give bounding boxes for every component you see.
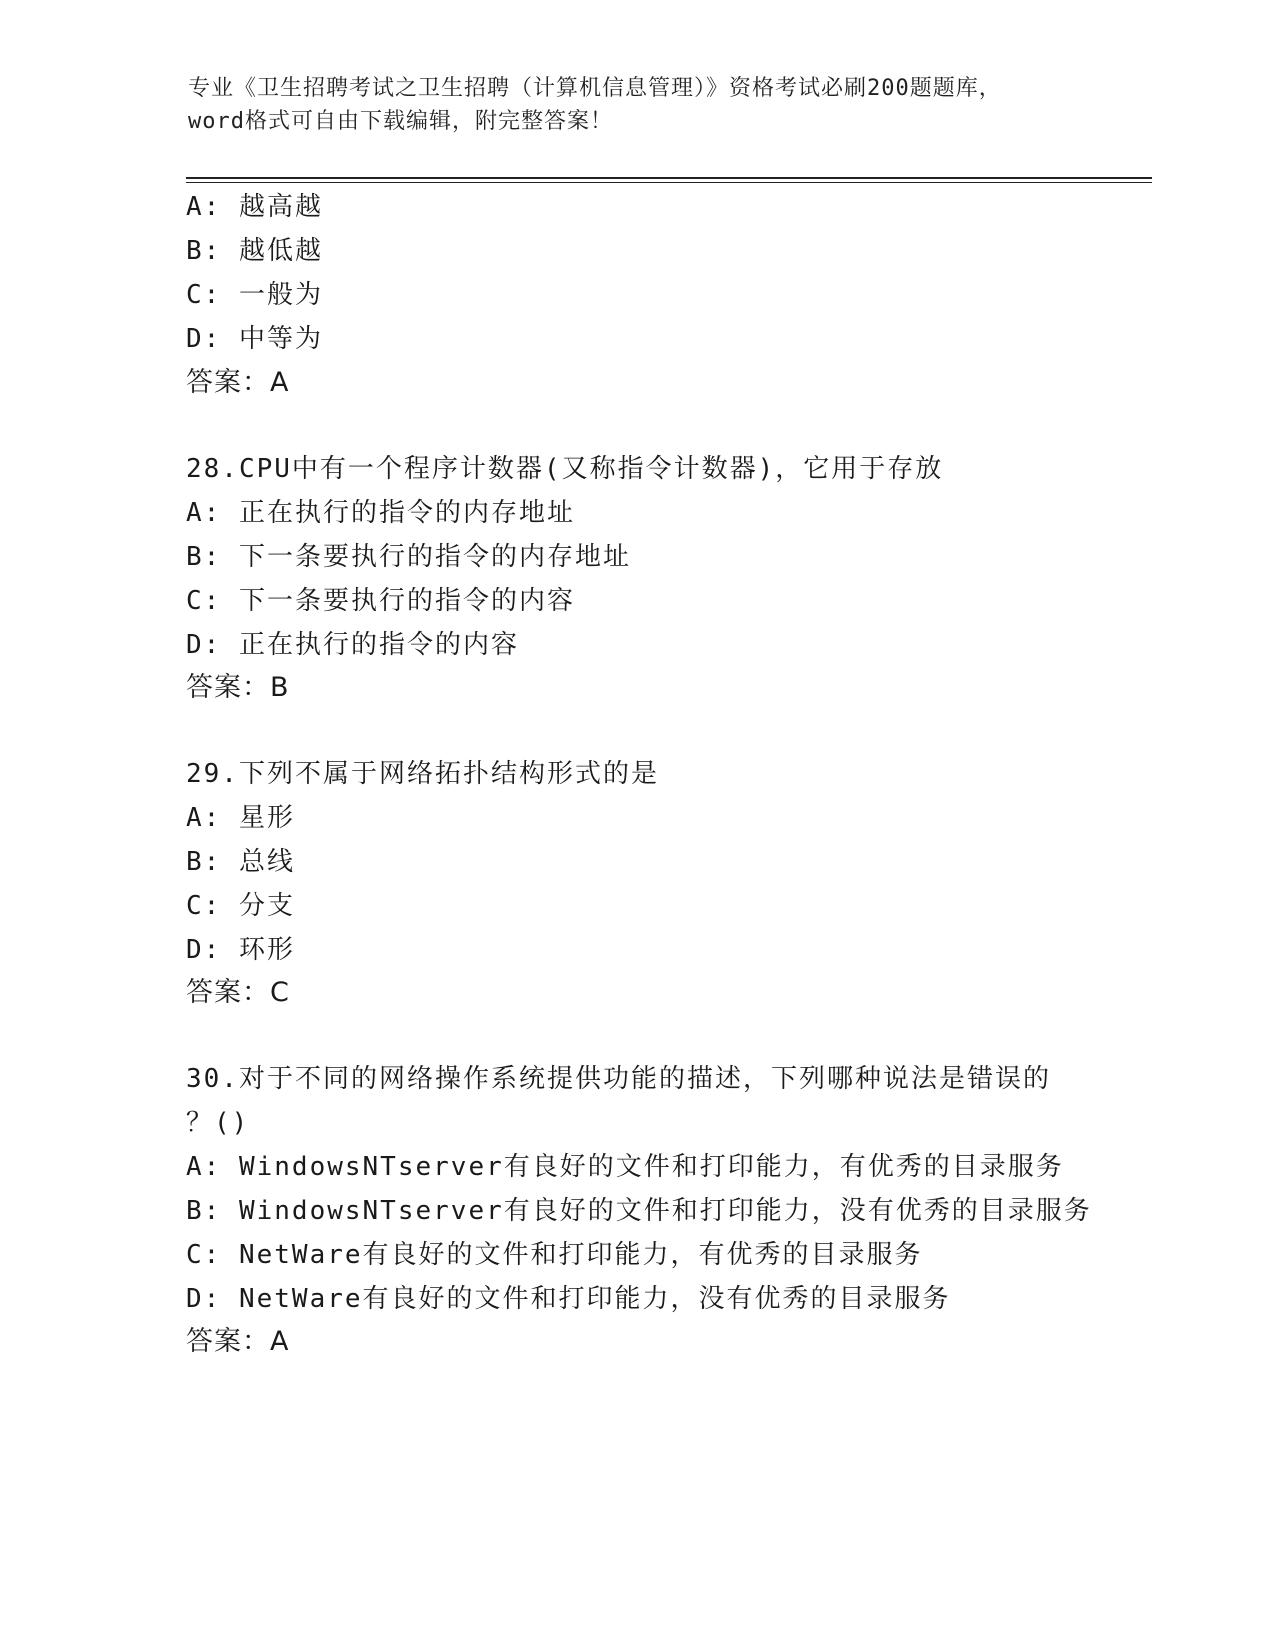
document-header: [188, 72, 1088, 138]
q28-stem: 28.CPU中有一个程序计数器(又称指令计数器)，它用于存放: [186, 454, 944, 484]
q29-stem: 29.下列不属于网络拓扑结构形式的是: [186, 759, 659, 789]
q27-option-c: C: 一般为: [186, 280, 323, 310]
q30-option-b: B: WindowsNTserver有良好的文件和打印能力，没有优秀的目录服务: [186, 1196, 1092, 1226]
q28-answer: 答案：B: [186, 672, 290, 703]
q30-stem-line-1: 30.对于不同的网络操作系统提供功能的描述，下列哪种说法是错误的: [186, 1064, 1051, 1094]
q29-answer: 答案：C: [186, 977, 290, 1008]
header-title-line-2: word格式可自由下载编辑，附完整答案！: [188, 109, 613, 134]
q27-option-a: A: 越高越: [186, 192, 323, 222]
q30-answer: 答案：A: [186, 1326, 290, 1357]
header-divider-thin: [186, 182, 1152, 183]
header-title-line-1: 专业《卫生招聘考试之卫生招聘（计算机信息管理）》资格考试必刷200题题库，: [188, 76, 1002, 101]
q28-option-a: A: 正在执行的指令的内存地址: [186, 498, 575, 528]
q30-option-d: D: NetWare有良好的文件和打印能力，没有优秀的目录服务: [186, 1284, 951, 1314]
q30-option-c: C: NetWare有良好的文件和打印能力，有优秀的目录服务: [186, 1240, 923, 1270]
q28-option-b: B: 下一条要执行的指令的内存地址: [186, 542, 631, 572]
q29-option-b: B: 总线: [186, 847, 295, 877]
q28-option-c: C: 下一条要执行的指令的内容: [186, 586, 575, 616]
q29-option-a: A: 星形: [186, 803, 295, 833]
q29-option-c: C: 分支: [186, 891, 295, 921]
header-divider-thick: [186, 177, 1152, 179]
q28-option-d: D: 正在执行的指令的内容: [186, 630, 519, 660]
q29-option-d: D: 环形: [186, 935, 295, 965]
q30-stem-line-2: ？(): [186, 1108, 250, 1138]
q27-option-b: B: 越低越: [186, 236, 323, 266]
q27-answer: 答案：A: [186, 367, 290, 398]
q30-option-a: A: WindowsNTserver有良好的文件和打印能力，有优秀的目录服务: [186, 1152, 1064, 1182]
q27-option-d: D: 中等为: [186, 324, 323, 354]
